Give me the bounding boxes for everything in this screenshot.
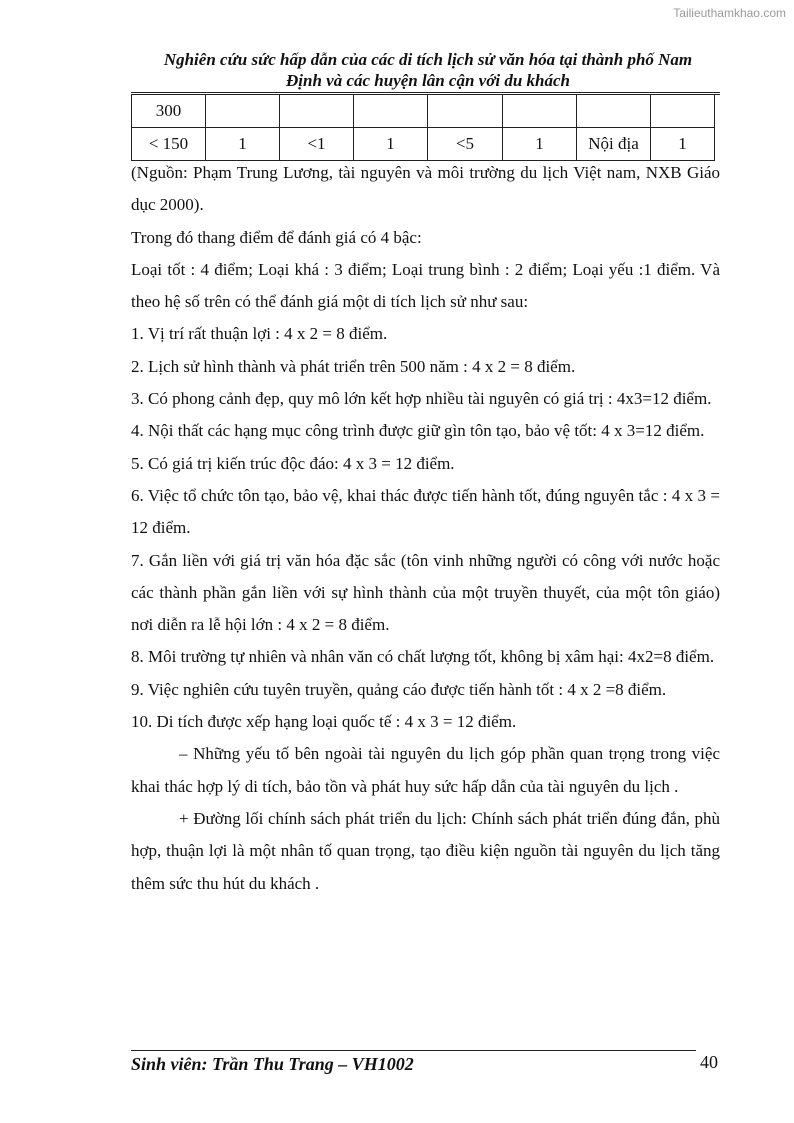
table-cell: [206, 95, 280, 128]
list-item: 3. Có phong cảnh đẹp, quy mô lớn kết hợp nhiều tài nguyên có giá trị : 4x3=12 điểm.: [131, 389, 712, 409]
list-item: 1. Vị trí rất thuận lợi : 4 x 2 = 8 điểm.: [131, 324, 388, 344]
body-text: [131, 157, 720, 900]
table-cell: [354, 95, 428, 128]
list-item: 10. Di tích được xếp hạng loại quốc tế : 4 x 3 = 12 điểm.: [131, 712, 517, 732]
page-number: 40: [700, 1052, 718, 1072]
table-cell: Nội địa: [577, 128, 651, 161]
table-cell: 1: [503, 128, 577, 161]
table-cell: < 150: [132, 128, 206, 161]
list-item: 6. Việc tổ chức tôn tạo, bảo vệ, khai thác được tiến hành tốt, đúng nguyên tắc : 4 x 3 = 12 điểm.: [131, 485, 720, 538]
table-cell: [280, 95, 354, 128]
table-row: [132, 95, 715, 128]
list-item: 5. Có giá trị kiến trúc độc đáo: 4 x 3 = 12 điểm.: [131, 453, 455, 473]
list-item: 9. Việc nghiên cứu tuyên truyền, quảng cáo được tiến hành tốt : 4 x 2 =8 điểm.: [131, 679, 667, 699]
list-item: 8. Môi trường tự nhiên và nhân văn có chất lượng tốt, không bị xâm hại: 4x2=8 điểm.: [131, 647, 715, 667]
footer-student: Sinh viên: Trần Thu Trang – VH1002: [131, 1054, 414, 1074]
paragraph: + Đường lối chính sách phát triển du lịch: Chính sách phát triển đúng đắn, phù hợp, thuận lợi là một nhân tố quan trọng, tạo điều kiện nguồn tài nguyên du lịch tăng thêm sức thu hút du khách .: [131, 808, 720, 893]
table-cell: [651, 95, 715, 128]
table-cell: <1: [280, 128, 354, 161]
header-line-2: Định và các huyện lân cận với du khách: [286, 71, 570, 90]
table-cell: [428, 95, 503, 128]
list-item: 7. Gắn liền với giá trị văn hóa đặc sắc (tôn vinh những người có công với nước hoặc các thành phần gắn liền với sự hình thành của một truyền thuyết, của một tôn giáo) nơi diễn ra lễ hội lớn : 4 x 2 = 8 điểm.: [131, 550, 720, 635]
table-cell: [577, 95, 651, 128]
paragraph: – Những yếu tố bên ngoài tài nguyên du lịch góp phần quan trọng trong việc khai thác hợp lý di tích, bảo tồn và phát huy sức hấp dẫn của tài nguyên du lịch .: [131, 744, 720, 796]
ranking-table: [131, 94, 715, 161]
table-cell: 1: [651, 128, 715, 161]
paragraph: Loại tốt : 4 điểm; Loại khá : 3 điểm; Loại trung bình : 2 điểm; Loại yếu :1 điểm. Và theo hệ số trên có thể đánh giá một di tích lịch sử như sau:: [131, 259, 720, 312]
table-cell: 300: [132, 95, 206, 128]
watermark: Tailieuthamkhao.com: [673, 6, 786, 20]
table-cell: <5: [428, 128, 503, 161]
table-cell: [503, 95, 577, 128]
table-row: [132, 128, 715, 161]
page-header: [118, 49, 738, 91]
list-item: 4. Nội thất các hạng mục công trình được giữ gìn tôn tạo, bảo vệ tốt: 4 x 3=12 điểm.: [131, 421, 705, 441]
table-cell: 1: [206, 128, 280, 161]
paragraph: Trong đó thang điểm để đánh giá có 4 bậc:: [131, 227, 422, 247]
footer-divider: [131, 1050, 696, 1051]
source-citation: (Nguồn: Phạm Trung Lương, tài nguyên và môi trường du lịch Việt nam, NXB Giáo dục 2000).: [131, 163, 720, 215]
list-item: 2. Lịch sử hình thành và phát triển trên 500 năm : 4 x 2 = 8 điểm.: [131, 356, 576, 376]
header-line-1: Nghiên cứu sức hấp dẫn của các di tích lịch sử văn hóa tại thành phố Nam: [163, 50, 693, 69]
table-cell: 1: [354, 128, 428, 161]
